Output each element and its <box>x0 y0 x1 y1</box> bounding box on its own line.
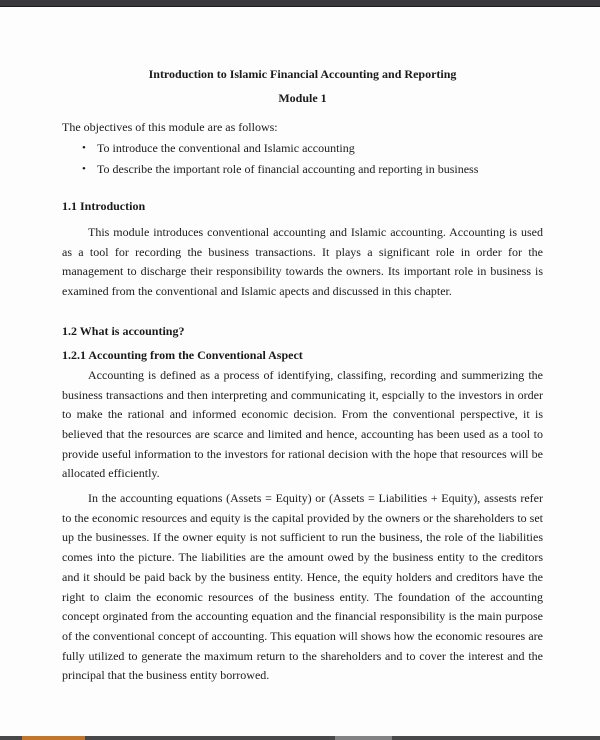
document-title: Introduction to Islamic Financial Accounting and Reporting <box>148 67 457 81</box>
scrollbar-thumb[interactable] <box>335 736 392 740</box>
objectives-intro-text: The objectives of this module are as follows: <box>62 120 278 134</box>
window-top-edge <box>0 0 600 7</box>
objective-text: To describe the important role of financial accounting and reporting in business <box>97 162 479 176</box>
section-1-2-1-paragraph-1: Accounting is defined as a process of identifying, classifing, recording and summerizing the business transactions and then interpreting and communicating it, espcially to the investors in order to make the rational and informed economic decision. From the conventional perspective, it is believed that the resources are scarce and limited and hence, accounting has been used as a tool to provide useful information to the investors for rational decision with the hope that resources will be allocated efficiently. <box>62 367 543 481</box>
section-heading-1-2: 1.2 What is accounting? <box>62 323 185 338</box>
list-item <box>62 138 543 158</box>
bullet-icon: • <box>82 163 86 175</box>
scrollbar-accent-segment[interactable] <box>22 736 85 740</box>
section-1-2-1-paragraph-2: In the accounting equations (Assets = Equity) or (Assets = Liabilities + Equity), assests refer to the economic resources and equity is the capital provided by the owners or the shareholders to set up the businesses. If the owner equity is not sufficient to run the business, the role of the liabilities comes into the picture. The liabilities are the amount owed by the business entity to the creditors and it should be paid back by the business entity. Hence, the equity holders and creditors have the right to claim the economic resources of the business entity. The foundation of the accounting concept orginated from the accounting equation and the financial responsibility is the main purpose of the conventional concept of accounting. This equation will shows how the economic resoures are fully utilized to generate the maximum return to the shareholders and to cover the interest and the principal that the business entity borrowed. <box>62 491 543 683</box>
section-heading-1-2-1: 1.2.1 Accounting from the Conventional Aspect <box>62 347 303 362</box>
module-heading: Module 1 <box>278 91 327 105</box>
document-page <box>62 7 543 686</box>
bullet-icon: • <box>82 142 86 154</box>
horizontal-scrollbar[interactable] <box>0 736 600 740</box>
objectives-list <box>62 138 543 179</box>
section-heading-1-1: 1.1 Introduction <box>62 199 146 213</box>
objective-text: To introduce the conventional and Islamic accounting <box>97 141 355 155</box>
list-item <box>62 159 543 179</box>
section-1-1-paragraph: This module introduces conventional accounting and Islamic accounting. Accounting is used as a tool for recording the business transactions. It plays a significant role in order for the management to discharge their responsibility towards the owners. Its important role in business is examined from the conventional and Islamic apects and discussed in this chapter. <box>62 225 543 299</box>
